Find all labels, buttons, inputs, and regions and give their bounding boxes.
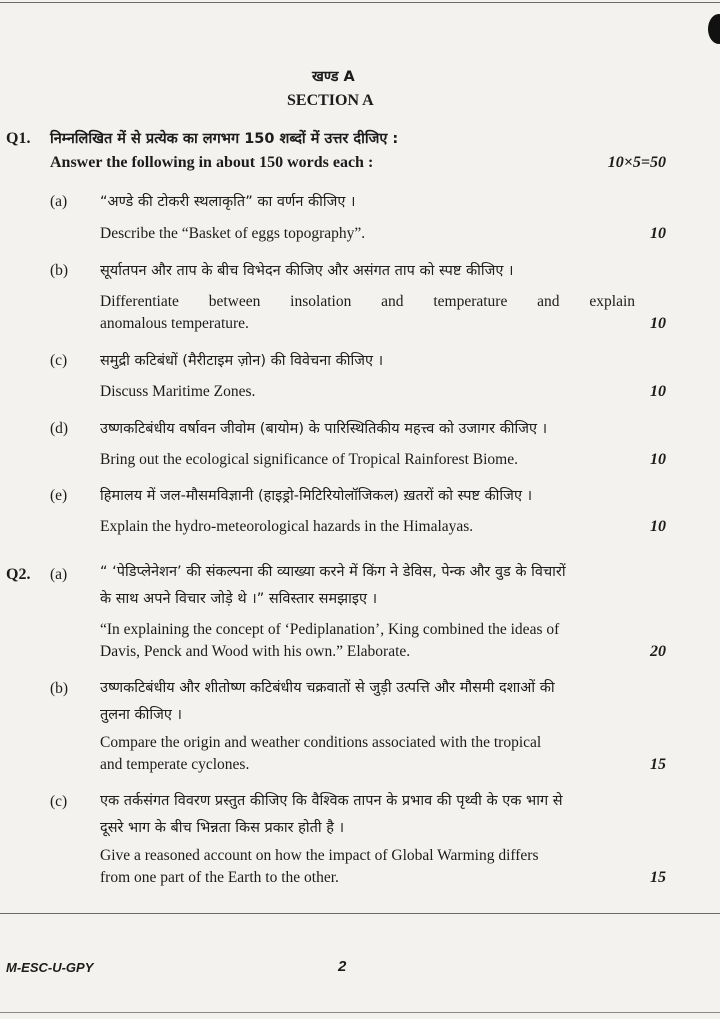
paper-code: M-ESC-U-GPY — [6, 960, 94, 975]
q1b-en-line1: Differentiate between insolation and temperature and explain — [100, 293, 635, 310]
part-label: (e) — [50, 487, 68, 504]
q2c-en-line1: Give a reasoned account on how the impact of Global Warming differs — [100, 847, 539, 864]
top-rule — [0, 2, 720, 3]
section-title-en: SECTION A — [287, 92, 374, 109]
q1-total-marks: 10×5=50 — [607, 154, 666, 171]
q2c-hi-line1: एक तर्कसंगत विवरण प्रस्तुत कीजिए कि वैश्विक तापन के प्रभाव की पृथ्वी के एक भाग से — [100, 793, 563, 809]
punch-hole — [708, 14, 720, 44]
footer-rule — [0, 913, 720, 914]
q1b-en-line2: anomalous temperature. — [100, 315, 249, 332]
q2a-hi-line2: के साथ अपने विचार जोड़े थे ।” सविस्तार समझाइए । — [100, 591, 378, 607]
q2b-hi-line2: तुलना कीजिए । — [100, 707, 183, 723]
q1d-hi: उष्णकटिबंधीय वर्षावन जीवोम (बायोम) के पारिस्थितिकीय महत्त्व को उजागर कीजिए । — [100, 421, 548, 437]
q1d-marks: 10 — [650, 451, 666, 468]
q2c-hi-line2: दूसरे भाग के बीच भिन्नता किस प्रकार होती है । — [100, 820, 345, 836]
part-label: (a) — [50, 193, 68, 210]
section-title-hi: खण्ड A — [312, 69, 355, 85]
page-number: 2 — [338, 958, 347, 975]
q2a-en-line1: “In explaining the concept of ‘Pediplanation’, King combined the ideas of — [100, 621, 560, 638]
part-label: (d) — [50, 420, 69, 437]
q2a-en-line2: Davis, Penck and Wood with his own.” Elaborate. — [100, 643, 411, 660]
q2b-hi-line1: उष्णकटिबंधीय और शीतोष्ण कटिबंधीय चक्रवातों से जुड़ी उत्पत्ति और मौसमी दशाओं की — [100, 680, 555, 696]
q1a-hi: “अण्डे की टोकरी स्थलाकृति” का वर्णन कीजिए । — [100, 194, 356, 210]
part-label: (b) — [50, 680, 69, 697]
q1a-en: Describe the “Basket of eggs topography”. — [100, 225, 366, 242]
q1e-hi: हिमालय में जल-मौसमविज्ञानी (हाइड्रो-मिटिरियोलॉजिकल) ख़तरों को स्पष्ट कीजिए । — [100, 488, 533, 504]
q2b-marks: 15 — [650, 756, 666, 773]
part-label: (c) — [50, 352, 68, 369]
q1c-en: Discuss Maritime Zones. — [100, 383, 256, 400]
q1e-marks: 10 — [650, 518, 666, 535]
part-label: (c) — [50, 793, 68, 810]
question-number: Q2. — [6, 566, 31, 583]
q1d-en: Bring out the ecological significance of Tropical Rainforest Biome. — [100, 451, 518, 468]
question-number: Q1. — [6, 130, 31, 147]
q2c-en-line2: from one part of the Earth to the other. — [100, 869, 339, 886]
part-label: (a) — [50, 566, 68, 583]
q2a-marks: 20 — [650, 643, 666, 660]
part-label: (b) — [50, 262, 69, 279]
q2c-marks: 15 — [650, 869, 666, 886]
q1c-marks: 10 — [650, 383, 666, 400]
q1-instruction-hi: निम्नलिखित में से प्रत्येक का लगभग 150 शब्दों में उत्तर दीजिए : — [50, 131, 399, 147]
q1b-marks: 10 — [650, 315, 666, 332]
q2b-en-line1: Compare the origin and weather conditions associated with the tropical — [100, 734, 542, 751]
q1e-en: Explain the hydro-meteorological hazards in the Himalayas. — [100, 518, 474, 535]
q1c-hi: समुद्री कटिबंधों (मैरीटाइम ज़ोन) की विवेचना कीजिए । — [100, 353, 384, 369]
q2b-en-line2: and temperate cyclones. — [100, 756, 250, 773]
q2a-hi-line1: “ ‘पेडिप्लेनेशन’ की संकल्पना की व्याख्या करने में किंग ने डेविस, पेन्क और वुड के विचारों — [100, 564, 566, 580]
bottom-rule — [0, 1012, 720, 1013]
q1a-marks: 10 — [650, 225, 666, 242]
q1b-hi: सूर्यातपन और ताप के बीच विभेदन कीजिए और असंगत ताप को स्पष्ट कीजिए । — [100, 263, 514, 279]
q1-instruction-en: Answer the following in about 150 words each : — [50, 154, 374, 171]
